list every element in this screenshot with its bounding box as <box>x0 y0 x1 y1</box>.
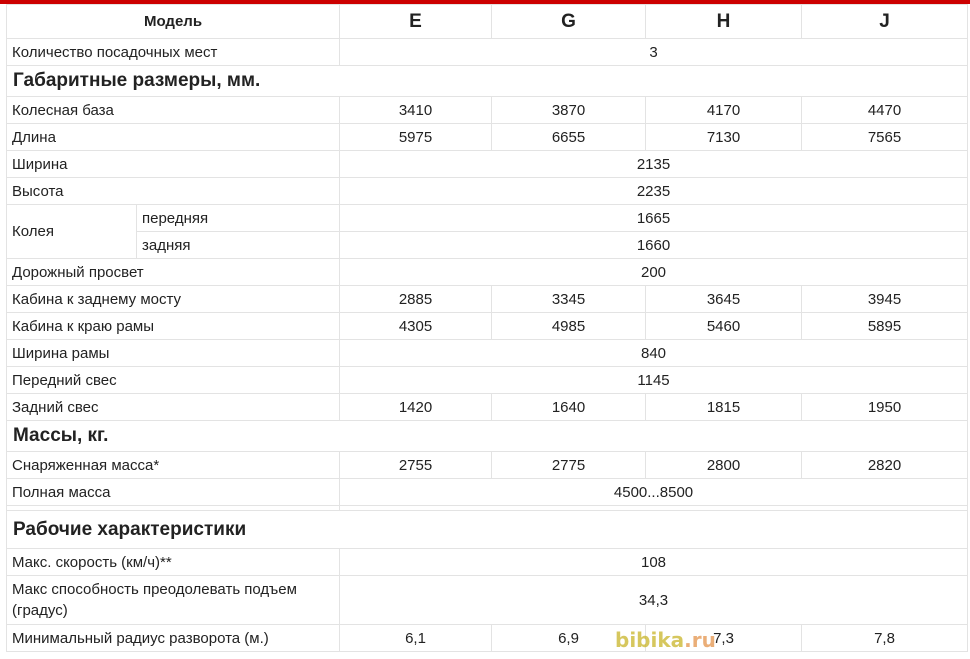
cell-value: 5460 <box>646 313 802 340</box>
row-label: Кабина к заднему мосту <box>7 286 340 313</box>
model-h: H <box>646 5 802 39</box>
watermark-brand: bibika <box>615 628 685 652</box>
watermark-tld: .ru <box>684 628 716 652</box>
row-value: 108 <box>340 549 968 576</box>
cell-value: 2755 <box>340 452 492 479</box>
row-label: Полная масса <box>7 479 340 506</box>
row-value: 200 <box>340 259 968 286</box>
section-row <box>7 511 968 549</box>
cell-value: 4985 <box>492 313 646 340</box>
row-label: Дорожный просвет <box>7 259 340 286</box>
row-value: 840 <box>340 340 968 367</box>
cell-value: 3870 <box>492 97 646 124</box>
row-label: Передний свес <box>7 367 340 394</box>
table-row <box>7 286 968 313</box>
table-row <box>7 39 968 66</box>
table-row <box>7 394 968 421</box>
table-row <box>7 178 968 205</box>
cell-value: 7130 <box>646 124 802 151</box>
cell-value: 3410 <box>340 97 492 124</box>
table-row <box>7 367 968 394</box>
row-value: 1660 <box>340 232 968 259</box>
table-row <box>7 452 968 479</box>
model-j: J <box>802 5 968 39</box>
section-row <box>7 66 968 97</box>
sub-label: передняя <box>137 205 340 232</box>
cell-value: 4170 <box>646 97 802 124</box>
row-value: 2235 <box>340 178 968 205</box>
cell-value: 2800 <box>646 452 802 479</box>
table-row <box>7 232 968 259</box>
cell-value: 5975 <box>340 124 492 151</box>
row-label: Колесная база <box>7 97 340 124</box>
cell-value: 3345 <box>492 286 646 313</box>
table-row <box>7 576 968 625</box>
cell-value: 1815 <box>646 394 802 421</box>
row-label: Количество посадочных мест <box>7 39 340 66</box>
cell-value: 7,8 <box>802 625 968 652</box>
cell-value: 5895 <box>802 313 968 340</box>
cell-value: 2820 <box>802 452 968 479</box>
row-label: Кабина к краю рамы <box>7 313 340 340</box>
cell-value: 6655 <box>492 124 646 151</box>
cell-value: 4470 <box>802 97 968 124</box>
cell-value: 1640 <box>492 394 646 421</box>
table-row <box>7 151 968 178</box>
cell-value: 3945 <box>802 286 968 313</box>
cell-value: 2775 <box>492 452 646 479</box>
cell-value: 4305 <box>340 313 492 340</box>
row-label: Макс. скорость (км/ч)** <box>7 549 340 576</box>
cell-value: 7,3 <box>646 625 802 652</box>
table-row <box>7 205 968 232</box>
row-value: 3 <box>340 39 968 66</box>
table-row <box>7 313 968 340</box>
row-label: Макс способность преодолевать подъем (градус) <box>7 576 340 625</box>
row-value: 1665 <box>340 205 968 232</box>
sub-label: задняя <box>137 232 340 259</box>
cell-value: 7565 <box>802 124 968 151</box>
section-title-dimensions: Габаритные размеры, мм. <box>7 66 968 97</box>
row-value: 1145 <box>340 367 968 394</box>
cell-value: 6,9 <box>492 625 646 652</box>
cell-value: 1950 <box>802 394 968 421</box>
row-label: Ширина <box>7 151 340 178</box>
section-row <box>7 421 968 452</box>
row-label: Снаряженная масса* <box>7 452 340 479</box>
model-e: E <box>340 5 492 39</box>
model-header: Модель <box>7 5 340 39</box>
row-label: Высота <box>7 178 340 205</box>
cell-value: 6,1 <box>340 625 492 652</box>
table-header-row <box>7 5 968 39</box>
row-label: Задний свес <box>7 394 340 421</box>
row-label: Ширина рамы <box>7 340 340 367</box>
table-row <box>7 259 968 286</box>
table-row <box>7 479 968 506</box>
table-row <box>7 124 968 151</box>
table-row <box>7 625 968 652</box>
cell-value: 1420 <box>340 394 492 421</box>
row-label: Длина <box>7 124 340 151</box>
table-row <box>7 340 968 367</box>
row-value: 4500...8500 <box>340 479 968 506</box>
cell-value: 2885 <box>340 286 492 313</box>
section-title-mass: Массы, кг. <box>7 421 968 452</box>
section-title-performance: Рабочие характеристики <box>7 511 968 549</box>
row-label: Минимальный радиус разворота (м.) <box>7 625 340 652</box>
specs-table <box>6 4 968 652</box>
table-row <box>7 549 968 576</box>
row-value: 2135 <box>340 151 968 178</box>
row-value: 34,3 <box>340 576 968 625</box>
table-row <box>7 97 968 124</box>
watermark-logo <box>615 628 716 652</box>
cell-value: 3645 <box>646 286 802 313</box>
model-g: G <box>492 5 646 39</box>
row-label: Колея <box>7 205 137 259</box>
